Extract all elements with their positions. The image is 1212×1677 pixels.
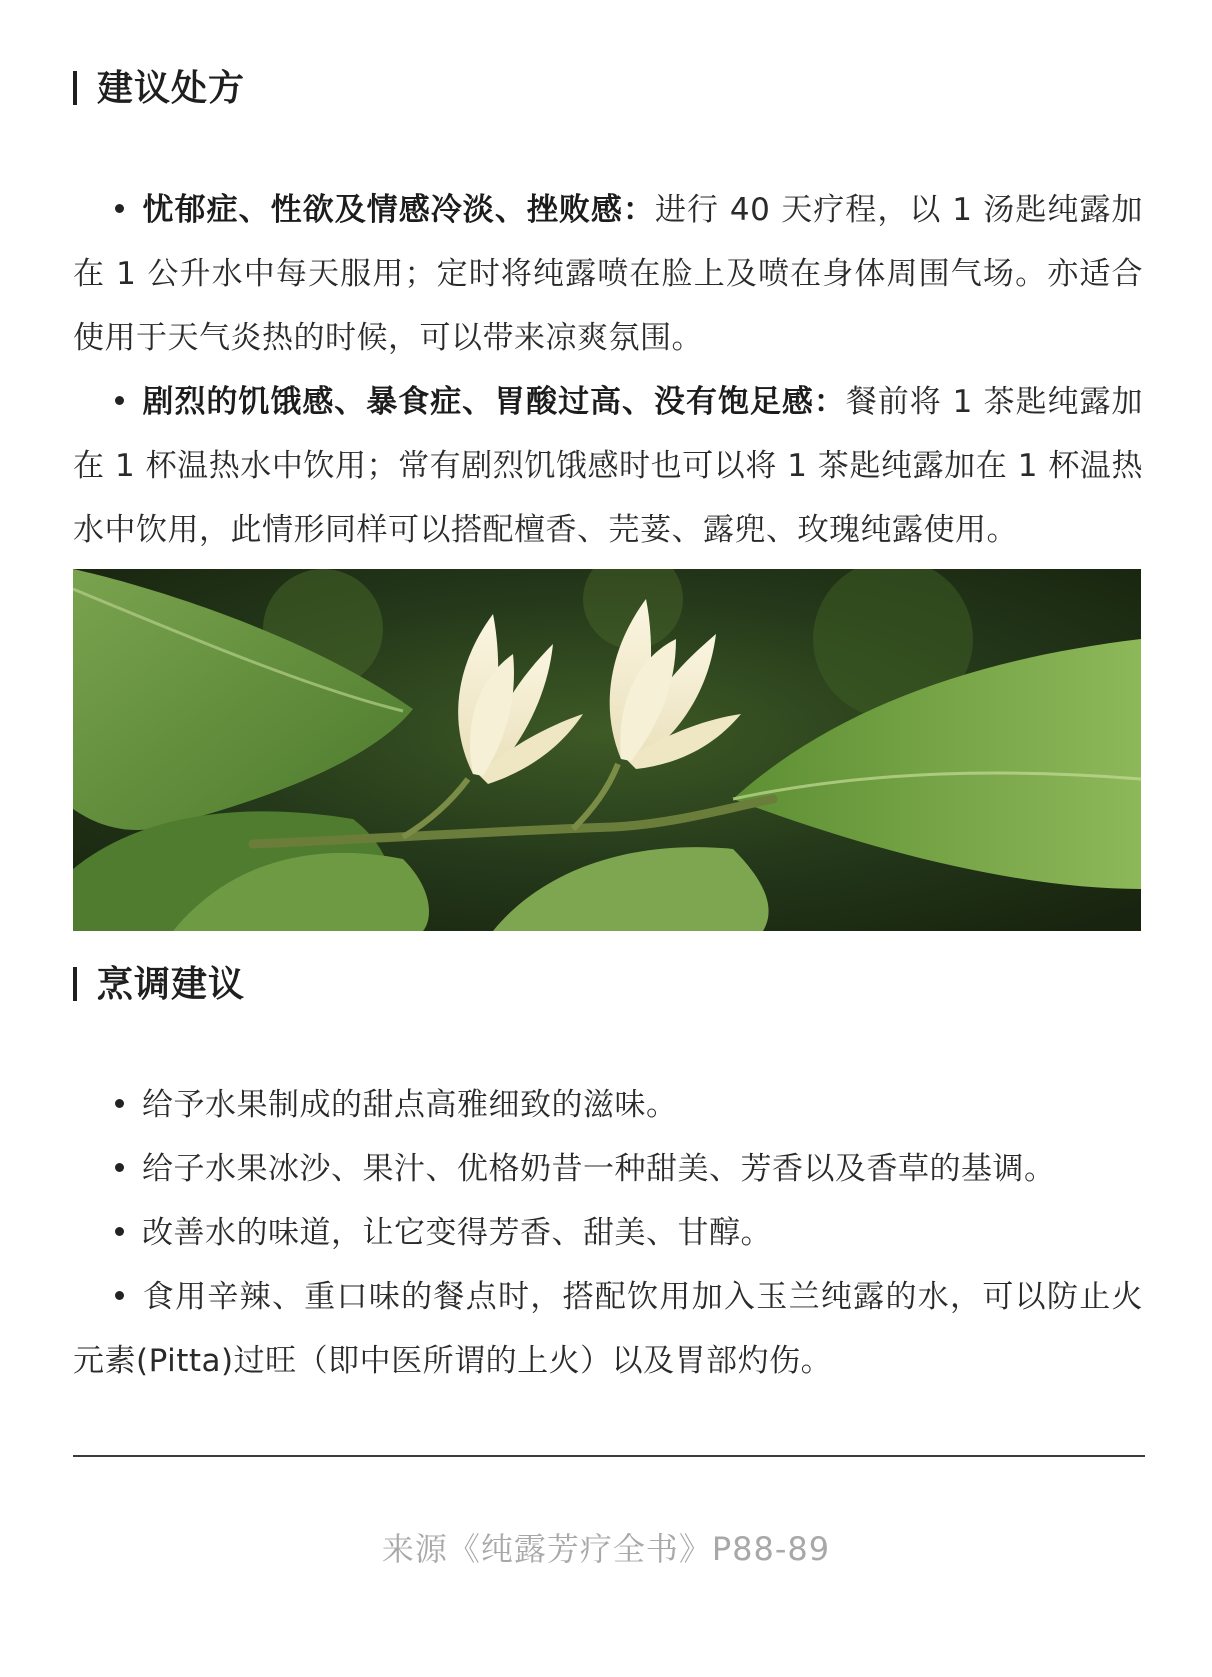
bullet-icon bbox=[115, 1291, 124, 1300]
cooking-item-text: 给子水果冰沙、果汁、优格奶昔一种甜美、芳香以及香草的基调。 bbox=[142, 1151, 1056, 1187]
bullet-icon bbox=[115, 1099, 124, 1108]
bullet-icon bbox=[115, 204, 124, 213]
heading-bar bbox=[73, 71, 77, 105]
cooking-item bbox=[73, 1137, 1143, 1201]
cooking-item bbox=[73, 1265, 1143, 1393]
cooking-item-text: 食用辛辣、重口味的餐点时，搭配饮用加入玉兰纯露的水，可以防止火元素(Pitta)过旺（即中医所谓的上火）以及胃部灼伤。 bbox=[73, 1279, 1143, 1379]
magnolia-flower-photo bbox=[73, 569, 1141, 931]
bullet-icon bbox=[115, 1163, 124, 1172]
heading-text: 烹调建议 bbox=[97, 964, 246, 1005]
bullet-icon bbox=[115, 1227, 124, 1236]
prescription-item-title: 忧郁症、性欲及情感冷淡、挫败感： bbox=[142, 192, 655, 228]
bullet-icon bbox=[115, 396, 124, 405]
section-heading-prescription bbox=[73, 60, 245, 111]
divider bbox=[73, 1455, 1145, 1457]
cooking-item-text: 给予水果制成的甜点高雅细致的滋味。 bbox=[142, 1087, 678, 1123]
heading-text: 建议处方 bbox=[97, 68, 246, 109]
cooking-item-text: 改善水的味道，让它变得芳香、甜美、甘醇。 bbox=[142, 1215, 772, 1251]
section-heading-cooking bbox=[73, 956, 245, 1007]
source-citation: 来源《纯露芳疗全书》P88-89 bbox=[381, 1530, 831, 1568]
heading-bar bbox=[73, 967, 77, 1001]
cooking-item bbox=[73, 1073, 1143, 1137]
prescription-item-title: 剧烈的饥饿感、暴食症、胃酸过高、没有饱足感： bbox=[142, 384, 846, 420]
prescription-item-text: 餐前将 1 茶匙纯露加在 1 杯温热水中饮用；常有剧烈饥饿感时也可以将 1 茶匙纯露加在 1 杯温热水中饮用，此情形同样可以搭配檀香、芫荽、露兜、玫瑰纯露使用。 bbox=[73, 384, 1143, 548]
prescription-item bbox=[73, 370, 1143, 562]
prescription-item-text: 进行 40 天疗程，以 1 汤匙纯露加在 1 公升水中每天服用；定时将纯露喷在脸上及喷在身体周围气场。亦适合使用于天气炎热的时候，可以带来凉爽氛围。 bbox=[73, 192, 1143, 356]
cooking-item bbox=[73, 1201, 1143, 1265]
prescription-item bbox=[73, 178, 1143, 370]
